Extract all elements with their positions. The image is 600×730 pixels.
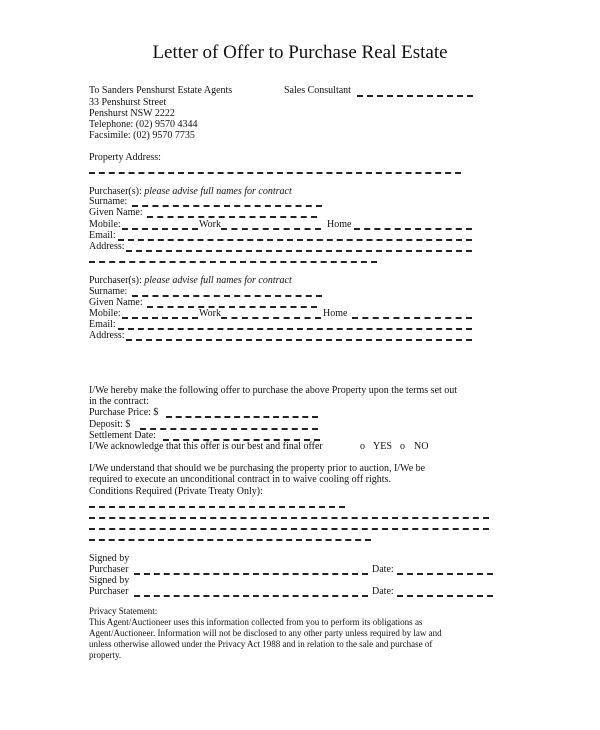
conditions-line-3[interactable]: [89, 528, 489, 530]
purchaser-1-given-name-label: Given Name:: [89, 207, 143, 218]
sales-consultant-field[interactable]: [357, 95, 473, 97]
property-address-label: Property Address:: [89, 152, 161, 163]
purchaser-1-work-field[interactable]: [221, 228, 321, 230]
purchaser-1-home-field[interactable]: [354, 228, 472, 230]
conditions-line-1[interactable]: [89, 506, 345, 508]
purchaser-1-surname-field[interactable]: [132, 205, 322, 207]
agency-telephone: Telephone: (02) 9570 4344: [89, 119, 198, 130]
purchaser-1-address-field[interactable]: [126, 250, 472, 252]
offer-text-line-2: in the contract:: [89, 396, 149, 407]
purchaser-2-work-field[interactable]: [221, 317, 321, 319]
no-radio[interactable]: o: [400, 441, 405, 452]
privacy-line-4: property.: [89, 650, 122, 660]
conditions-line-4[interactable]: [89, 539, 371, 541]
purchaser-2-email-field[interactable]: [118, 328, 472, 330]
purchaser-2-work-label: Work: [199, 308, 221, 319]
purchaser-1-heading: Purchaser(s): please advise full names for contract: [89, 186, 292, 197]
signed-by-label-1: Signed by: [89, 553, 130, 564]
purchase-price-field[interactable]: [166, 416, 318, 418]
purchaser-2-heading: Purchaser(s): please advise full names for contract: [89, 275, 292, 286]
privacy-line-2: Agent/Auctioneer. Information will not be disclosed to any other party unless required by law and: [89, 628, 442, 638]
purchaser-2-mobile-label: Mobile:: [89, 308, 121, 319]
purchaser-2-given-name-field[interactable]: [147, 306, 317, 308]
document-title: Letter of Offer to Purchase Real Estate: [152, 42, 448, 63]
no-label: NO: [414, 441, 429, 452]
purchaser-2-home-label: Home: [323, 308, 348, 319]
auction-text-line-2: required to execute an unconditional contract in to waive cooling off rights.: [89, 474, 391, 485]
purchaser-1-address-label: Address:: [89, 241, 125, 252]
purchaser-1-mobile-label: Mobile:: [89, 219, 121, 230]
deposit-field[interactable]: [140, 428, 318, 430]
deposit-label: Deposit: $: [89, 419, 131, 430]
purchaser-2-mobile-field[interactable]: [122, 317, 198, 319]
settlement-date-label: Settlement Date:: [89, 430, 156, 441]
conditions-line-2[interactable]: [89, 517, 489, 519]
purchaser-2-address-label: Address:: [89, 330, 125, 341]
signed-by-label-2: Signed by: [89, 575, 130, 586]
purchaser-2-given-name-label: Given Name:: [89, 297, 143, 308]
date-label-2: Date:: [372, 586, 394, 597]
purchaser-2-surname-field[interactable]: [132, 295, 322, 297]
privacy-heading: Privacy Statement:: [89, 606, 158, 616]
date-label-1: Date:: [372, 564, 394, 575]
yes-radio[interactable]: o: [360, 441, 365, 452]
purchaser-2-email-label: Email:: [89, 319, 116, 330]
purchaser-1-email-field[interactable]: [118, 239, 472, 241]
agency-street: 33 Penshurst Street: [89, 97, 167, 108]
agency-name: To Sanders Penshurst Estate Agents: [89, 85, 233, 96]
privacy-line-3: unless otherwise allowed under the Privacy Act 1988 and in relation to the sale and purchase of: [89, 639, 433, 649]
purchaser-label-1: Purchaser: [89, 564, 129, 575]
acknowledge-text: I/We acknowledge that this offer is our best and final offer: [89, 441, 323, 452]
purchaser-label-2: Purchaser: [89, 586, 129, 597]
offer-text-line-1: I/We hereby make the following offer to purchase the above Property upon the terms set out: [89, 385, 458, 396]
purchaser-1-given-name-field[interactable]: [147, 216, 317, 218]
purchaser-1-work-label: Work: [199, 219, 221, 230]
date-1-field[interactable]: [397, 573, 493, 575]
purchaser-1-mobile-field[interactable]: [122, 228, 198, 230]
conditions-label: Conditions Required (Private Treaty Only):: [89, 486, 263, 497]
auction-text-line-1: I/We understand that should we be purchasing the property prior to auction, I/We be: [89, 463, 426, 474]
yes-label: YES: [373, 441, 392, 452]
property-address-line-1[interactable]: [89, 172, 461, 174]
date-2-field[interactable]: [397, 595, 493, 597]
purchaser-1-surname-label: Surname:: [89, 196, 128, 207]
purchaser-2-home-field[interactable]: [352, 317, 472, 319]
purchaser-1-address-field-2[interactable]: [89, 261, 377, 263]
purchaser-1-email-label: Email:: [89, 230, 116, 241]
agency-suburb: Penshurst NSW 2222: [89, 108, 175, 119]
purchaser-2-surname-label: Surname:: [89, 286, 128, 297]
privacy-line-1: This Agent/Auctioneer uses this information collected from you to perform its obligations as: [89, 617, 423, 627]
purchaser-1-home-label: Home: [327, 219, 352, 230]
purchaser-1-signature-field[interactable]: [134, 573, 368, 575]
purchaser-2-signature-field[interactable]: [134, 595, 368, 597]
purchase-price-label: Purchase Price: $: [89, 407, 159, 418]
sales-consultant-label: Sales Consultant: [284, 85, 351, 96]
purchaser-2-address-field[interactable]: [126, 339, 472, 341]
agency-facsimile: Facsimile: (02) 9570 7735: [89, 130, 195, 141]
